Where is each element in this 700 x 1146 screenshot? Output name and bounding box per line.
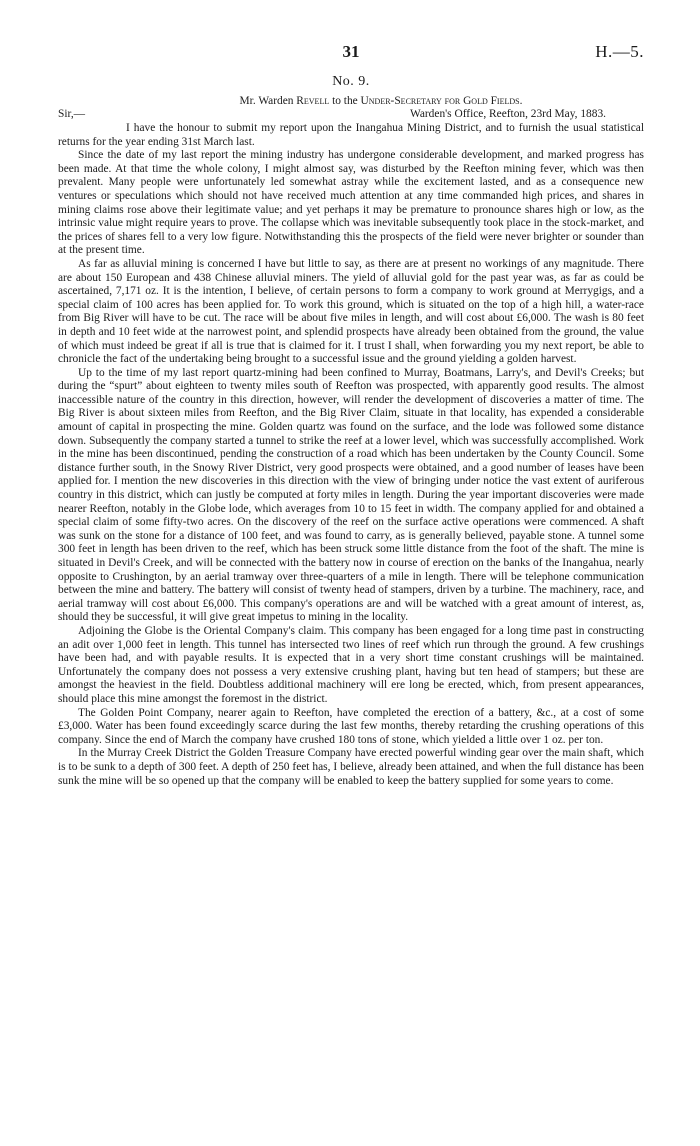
page-number: 31 [342,42,360,61]
paragraph-4: Up to the time of my last report quartz-mining had been confined to Murray, Boatmans, Larry's, and Devil's Creeks; but during the “spurt” about eighteen to twenty miles south of Reefton was prospected, with apparently good results. The almost inaccessible nature of the country in this direction, however, will render the development of discoveries a matter of time. The Big River is about sixteen miles from Reefton, and the Big River Claim, situate in that locality, has expended a considerable amount of capital in prospecting the mine. Golden quartz was found on the surface, and the lode was followed some distance down. Subsequently the company started a tunnel to strike the reef at a lower level, which was successfully accomplished. Work in the mine has been discontinued, pending the construction of a road which has been undertaken by the County Council. Some distance further south, in the Snowy River District, very good prospects were obtained, and a good number of leases have been applied for. I mention the new discoveries in this direction with the view of bringing under notice the vast extent of auriferous country in this district, which can justly be computed at forty miles in length. During the year important discoveries were made nearer Reefton, notably in the Globe lode, which averages from 10 to 15 feet in width. The company applied for and obtained a special claim of some fifty-two acres. On the discovery of the reef on the surface active operations were commenced. A shaft was sunk on the stone for a distance of 100 feet, and was found to carry, as is generally believed, payable stone. A tunnel some 300 feet in length has been driven to the reef, which has been struck some little distance from the foot of the shaft. The mine is situated in Devil's Creek, and will be connected with the battery now in course of erection on the banks of the Inangahua, nearly opposite to Crushington, by an aerial tramway over three-quarters of a mile in length. There will be telephone communication between the mine and battery. The battery will consist of twenty head of stampers, driven by a turbine. The machinery, race, and aerial tramway will cost about £6,000. This company's operations are and will be watched with a great amount of interest, as, should they be successful, it will give great impetus to mining in the locality. [58,366,644,624]
letter-body [58,122,644,788]
paragraph-1: I have the honour to submit my report upon the Inangahua Mining District, and to furnish the usual statistical returns for the year ending 31st March last. [58,122,644,148]
running-head [58,42,644,72]
series-reference: H.—5. [595,42,644,61]
paragraph-6: The Golden Point Company, nearer again to Reefton, have completed the erection of a battery, &c., at a cost of some £3,000. Water has been found exceedingly scarce during the last few months, thereby retarding the crushing operations of this company. Since the end of March the company have crushed 180 tons of stone, which yielded a little over 1 oz. per ton. [58,706,644,746]
paragraph-5: Adjoining the Globe is the Oriental Company's claim. This company has been engaged for a long time past in constructing an adit over 1,000 feet in length. This tunnel has intersected two lines of reef which run through the ground. A few crushings have been had, and with payable results. It is expected that in a very short time constant crushings will be maintained. Unfortunately the company does not possess a very extensive crushing plant, having but ten head of stampers; but these are amongst the heaviest in the field. Doubtless additional machinery will ere long be erected, which, from present appearances, should place this mine amongst the foremost in the district. [58,624,644,705]
paragraph-7: In the Murray Creek District the Golden Treasure Company have erected powerful winding gear over the main shaft, which is to be sunk to a depth of 300 feet. A depth of 250 feet has, I believe, already been attained, and when the full distance has been sunk the mine will be so opened up that the company will be enabled to keep the battery supplied for some years to come. [58,747,644,787]
letter-origin: Warden's Office, Reefton, 23rd May, 1883. [410,108,606,120]
paragraph-2: Since the date of my last report the mining industry has undergone considerable development, and marked progress has been made. At that time the whole colony, I might almost say, was disturbed by the Reefton mining fever, which was then prevalent. Many people were unfortunately led somewhat astray while the excitement lasted, and as a consequence new ventures or speculations which should not have received much attention at any time commanded high prices, and shares in mining claims rose above their legitimate value; and yet perhaps it may be premature to pronounce shares high or low, as the intrinsic value might require years to prove. The collapse which was inevitable subsequently took place in the stock-market, and the prices of shares fell to a very low figure. Notwithstanding this the prospects of the field were never brighter or sounder than at the present time. [58,149,644,257]
salutation: Sir,— [58,108,86,120]
heading-middle: to the [329,95,361,107]
address-line [58,108,644,122]
heading-prefix: Mr. Warden [239,95,297,107]
document-number: No. 9. [332,74,370,89]
heading-sender: Revell [296,95,330,107]
heading-recipient: Under-Secretary for Gold Fields. [360,95,523,107]
document-heading [58,95,644,107]
paragraph-3: As far as alluvial mining is concerned I have but little to say, as there are at present no workings of any magnitude. There are about 150 European and 438 Chinese alluvial miners. The yield of alluvial gold for the past year was, as far as could be ascertained, 7,171 oz. It is the intention, I believe, of certain persons to form a company to work ground at Merrygigs, and a special claim of 100 acres has been applied for. To work this ground, which is situated on the top of a high hill, a water-race from Big River will have to be cut. The race will be about five miles in length, and will cost about £6,000. The wash is 80 feet in depth and 10 feet wide at the narrowest point, and splendid prospects have already been obtained from the ground, the value of which must indeed be great if all is true that is claimed for it. I trust I shall, when forwarding you my next report, be able to chronicle the fact of the undertaking being brought to a successful issue and the ground yielding a golden harvest. [58,257,644,366]
